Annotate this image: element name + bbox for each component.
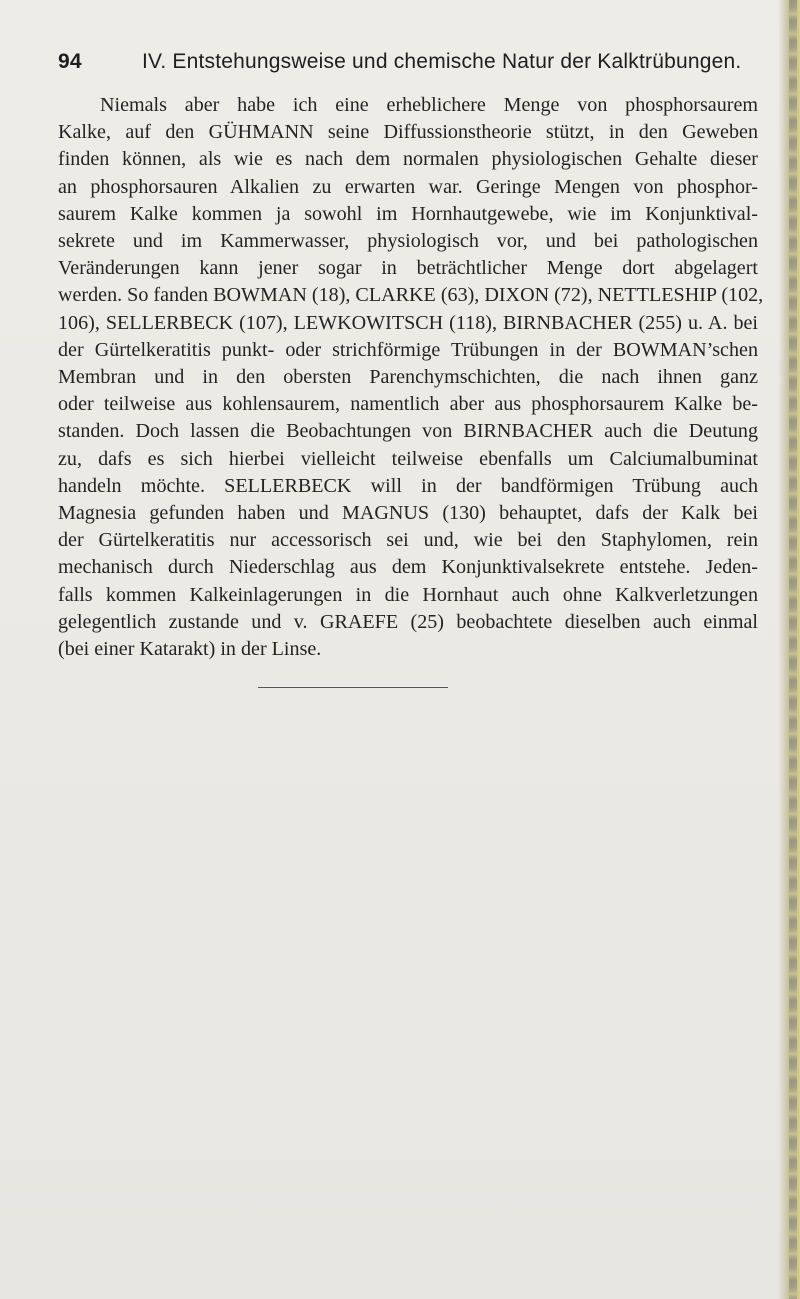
text-line: saurem Kalke kommen ja sowohl im Hornhautgewebe, wie im Konjunktival- <box>58 202 758 225</box>
page-number: 94 <box>58 50 82 73</box>
text-line: Niemals aber habe ich eine erheblichere Menge von phosphorsaurem <box>100 94 758 116</box>
text-line: an phosphorsauren Alkalien zu erwarten war. Geringe Mengen von phosphor- <box>58 175 758 198</box>
chapter-title: IV. Entstehungsweise und chemische Natur der Kalktrübungen. <box>142 50 742 73</box>
text-line: 106), SELLERBECK (107), LEWKOWITSCH (118), BIRNBACHER (255) u. A. bei <box>58 311 758 334</box>
text-line: Kalke, auf den GÜHMANN seine Diffussionstheorie stützt, in den Geweben <box>58 121 758 144</box>
text-line: finden können, als wie es nach dem normalen physiologischen Gehalte dieser <box>58 148 758 171</box>
text-line: werden. So fanden BOWMAN (18), CLARKE (63), DIXON (72), NETTLESHIP (102, <box>58 284 764 307</box>
paragraph <box>58 92 764 663</box>
running-head <box>58 50 748 78</box>
text-line: zu, dafs es sich hierbei vielleicht teilweise ebenfalls um Calciumalbuminat <box>58 447 758 470</box>
text-line: der Gürtelkeratitis nur accessorisch sei und, wie bei den Staphylomen, rein <box>58 529 758 552</box>
page-edge-shadow <box>789 0 797 1299</box>
text-line: Veränderungen kann jener sogar in beträchtlicher Menge dort abgelagert <box>58 257 758 280</box>
text-line: mechanisch durch Niederschlag aus dem Konjunktivalsekrete entstehe. Jeden- <box>58 556 758 579</box>
text-line: handeln möchte. SELLERBECK will in der bandförmigen Trübung auch <box>58 474 758 497</box>
text-line: oder teilweise aus kohlensaurem, namentlich aber aus phosphorsaurem Kalke be- <box>58 393 758 416</box>
text-line: standen. Doch lassen die Beobachtungen von BIRNBACHER auch die Deutung <box>58 420 758 443</box>
text-line: gelegentlich zustande und v. GRAEFE (25) beobachtete dieselben auch einmal <box>58 610 758 633</box>
section-divider <box>258 687 448 688</box>
text-line: falls kommen Kalkeinlagerungen in die Hornhaut auch ohne Kalkverletzungen <box>58 583 758 606</box>
text-line: (bei einer Katarakt) in der Linse. <box>58 638 322 661</box>
text-line: sekrete und im Kammerwasser, physiologisch vor, und bei pathologischen <box>58 230 758 253</box>
text-line: Magnesia gefunden haben und MAGNUS (130) behauptet, dafs der Kalk bei <box>58 502 758 525</box>
text-line: Membran und in den obersten Parenchymschichten, die nach ihnen ganz <box>58 366 758 389</box>
text-line: der Gürtelkeratitis punkt- oder strichförmige Trübungen in der BOWMAN’schen <box>58 338 758 361</box>
